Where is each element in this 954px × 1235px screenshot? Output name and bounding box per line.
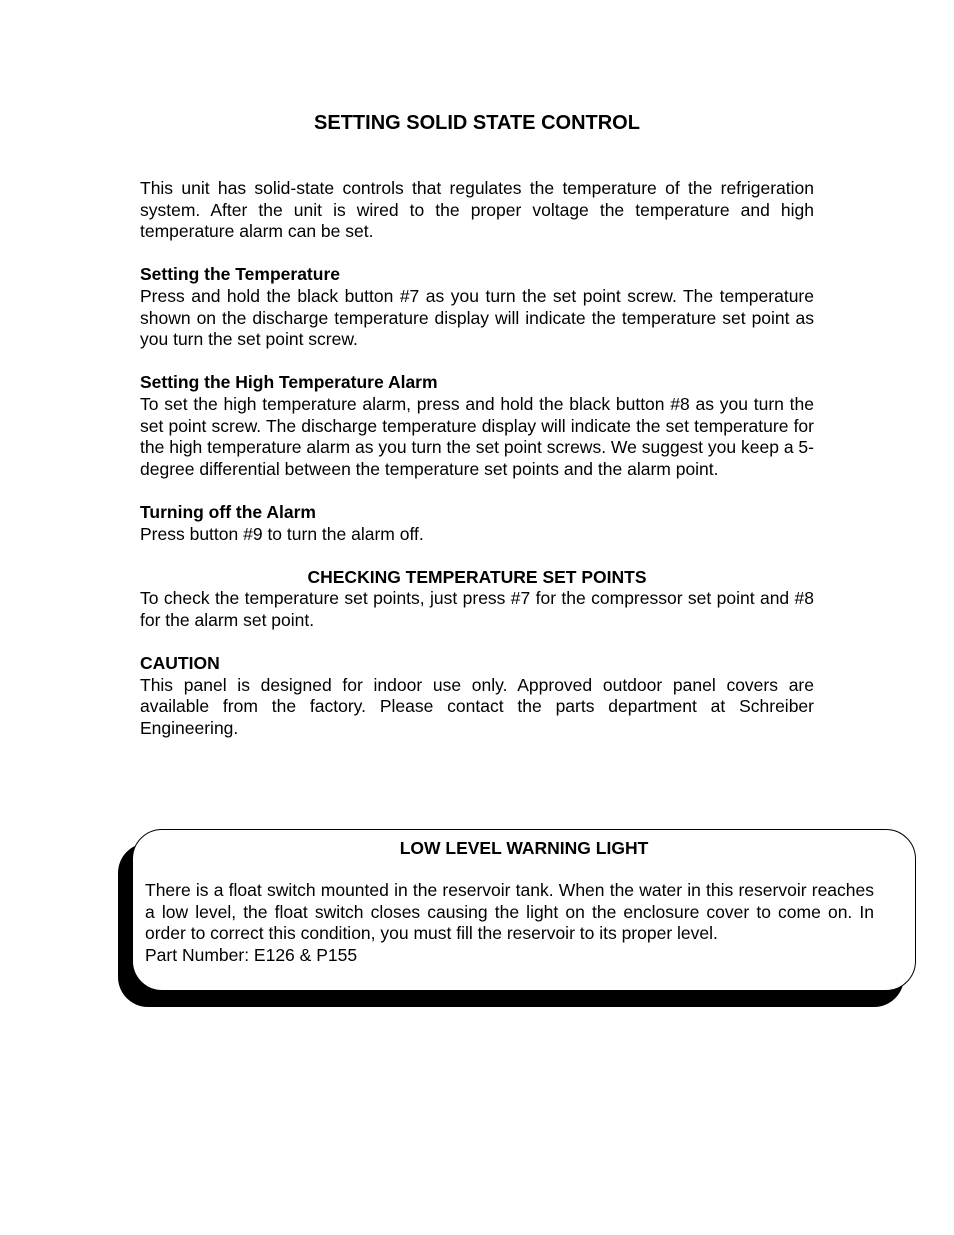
setting-temperature-heading: Setting the Temperature bbox=[140, 264, 340, 285]
notice-part-number: Part Number: E126 & P155 bbox=[145, 944, 358, 965]
turning-off-alarm-body: Press button #9 to turn the alarm off. bbox=[140, 523, 424, 544]
turning-off-alarm-heading: Turning off the Alarm bbox=[140, 501, 316, 522]
checking-set-points-heading: CHECKING TEMPERATURE SET POINTS bbox=[307, 566, 647, 587]
notice-body bbox=[145, 880, 874, 966]
caution-section bbox=[140, 653, 814, 739]
intro-paragraph: This unit has solid-state controls that regulates the temperature of the refrigeration system. After the unit is wired to the proper voltage the temperature and high temperature alarm can be set. bbox=[140, 178, 814, 242]
page-title: SETTING SOLID STATE CONTROL bbox=[314, 112, 640, 134]
main-content bbox=[140, 178, 814, 761]
caution-body: This panel is designed for indoor use only. Approved outdoor panel covers are available from the factory. Please contact the parts department at Schreiber Engineering. bbox=[140, 674, 814, 738]
high-temperature-alarm-body: To set the high temperature alarm, press and hold the black button #8 as you turn the set point screw. The discharge temperature display will indicate the set temperature for the high temperature alarm as you turn the set point screws. We suggest you keep a 5-degree differential between the temperature set points and the alarm point. bbox=[140, 393, 814, 479]
caution-heading: CAUTION bbox=[140, 653, 220, 674]
setting-temperature-body: Press and hold the black button #7 as you turn the set point screw. The temperature shown on the discharge temperature display will indicate the temperature set point as you turn the set point screw. bbox=[140, 285, 814, 350]
intro-section bbox=[140, 178, 814, 243]
high-temperature-alarm-heading: Setting the High Temperature Alarm bbox=[140, 372, 438, 393]
notice-title: LOW LEVEL WARNING LIGHT bbox=[399, 838, 649, 858]
turning-off-alarm-section bbox=[140, 502, 814, 545]
checking-set-points-body: To check the temperature set points, just press #7 for the compressor set point and #8 for the alarm set point. bbox=[140, 588, 814, 630]
setting-temperature-section bbox=[140, 264, 814, 350]
high-temperature-alarm-section bbox=[140, 372, 814, 480]
low-level-warning-notice bbox=[132, 829, 916, 991]
checking-set-points-section bbox=[140, 567, 814, 632]
notice-paragraph: There is a float switch mounted in the reservoir tank. When the water in this reservoir reaches a low level, the float switch closes causing the light on the enclosure cover to come on. In order to correct this condition, you must fill the reservoir to its proper level. bbox=[145, 880, 874, 944]
